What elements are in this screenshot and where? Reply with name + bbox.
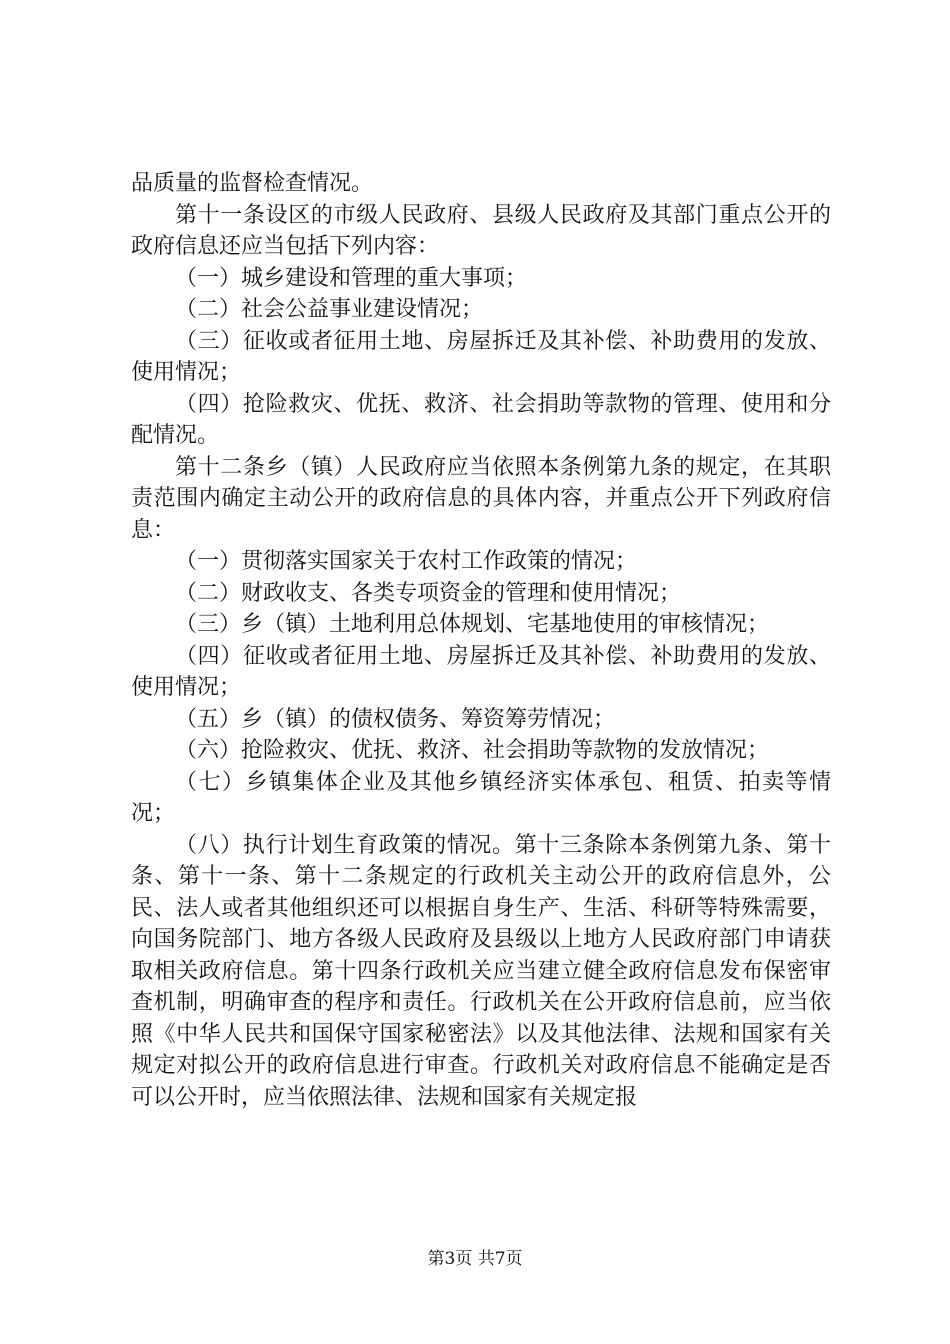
- document-body: [131, 168, 831, 1113]
- paragraph: （四）抢险救灾、优抚、救济、社会捐助等款物的管理、使用和分配情况。: [131, 391, 831, 448]
- paragraph: 第十一条设区的市级人民政府、县级人民政府及其部门重点公开的政府信息还应当包括下列内容：: [131, 202, 831, 259]
- paragraph: （五）乡（镇）的债权债务、筹资筹劳情况；: [175, 706, 616, 732]
- page-footer: [0, 1244, 950, 1269]
- paragraph: 品质量的监督检查情况。: [131, 171, 374, 196]
- paragraph: （四）征收或者征用土地、房屋拆迁及其补偿、补助费用的发放、使用情况；: [131, 643, 831, 700]
- paragraph: （六）抢险救灾、优抚、救济、社会捐助等款物的发放情况；: [175, 738, 770, 763]
- paragraph: （三）乡（镇）土地利用总体规划、宅基地使用的审核情况；: [175, 612, 770, 637]
- paragraph: （二）社会公益事业建设情况；: [175, 297, 484, 322]
- paragraph: （八）执行计划生育政策的情况。第十三条除本条例第九条、第十条、第十一条、第十二条规定的行政机关主动公开的政府信息外，公民、法人或者其他组织还可以根据自身生产、生活、科研等特殊需要，向国务院部门、地方各级人民政府及县级以上地方人民政府部门申请获取相关政府信息。第十四条行政机关应当建立健全政府信息发布保密审查机制，明确审查的程序和责任。行政机关在公开政府信息前，应当依照《中华人民共和国保守国家秘密法》以及其他法律、法规和国家有关规定对拟公开的政府信息进行审查。行政机关对政府信息不能确定是否可以公开时，应当依照法律、法规和国家有关规定报: [131, 832, 831, 1110]
- page-number-label: 第3页 共7页: [427, 1249, 523, 1269]
- paragraph: （七）乡镇集体企业及其他乡镇经济实体承包、租赁、拍卖等情况；: [131, 769, 831, 826]
- paragraph: （一）城乡建设和管理的重大事项；: [175, 265, 528, 291]
- paragraph: （二）财政收支、各类专项资金的管理和使用情况；: [175, 580, 682, 606]
- paragraph: （三）征收或者征用土地、房屋拆迁及其补偿、补助费用的发放、使用情况；: [131, 328, 831, 385]
- paragraph: （一）贯彻落实国家关于农村工作政策的情况；: [175, 549, 638, 574]
- paragraph: 第十二条乡（镇）人民政府应当依照本条例第九条的规定，在其职责范围内确定主动公开的政府信息的具体内容，并重点公开下列政府信息：: [131, 454, 831, 543]
